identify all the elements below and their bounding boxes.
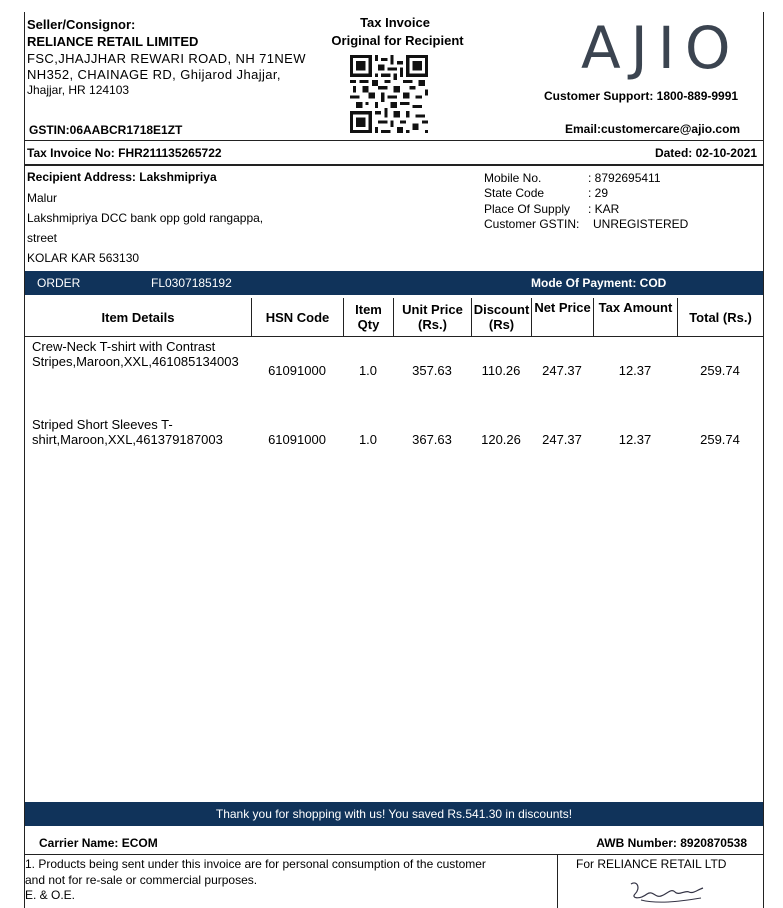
for-company: For RELIANCE RETAIL LTD [576, 857, 727, 871]
thanks-message: Thank you for shopping with us! You saved Rs.541.30 in discounts! [215, 807, 573, 821]
items-table-header [25, 298, 763, 337]
support-email: Email:customercare@ajio.com [565, 122, 741, 136]
seller-name: RELIANCE RETAIL LIMITED [27, 34, 199, 49]
invoice-date: Dated: 02-10-2021 [654, 146, 757, 160]
item-hsn: 61091000 [268, 432, 326, 447]
item-discount: 120.26 [481, 432, 521, 447]
place-of-supply-value: : KAR [588, 202, 620, 216]
note-line2: and not for re-sale or commercial purposes. [25, 873, 258, 887]
order-label: ORDER [37, 276, 81, 290]
thanks-bar [25, 802, 763, 826]
recipient-line1: Malur [27, 191, 58, 205]
payment-mode: Mode Of Payment: COD [531, 276, 667, 290]
awb-number: AWB Number: 8920870538 [596, 836, 747, 850]
carrier-name: Carrier Name: ECOM [39, 836, 158, 850]
item-description-line2: Stripes,Maroon,XXL,461085134003 [32, 354, 239, 369]
customer-support: Customer Support: 1800-889-9991 [544, 89, 739, 103]
note-line3: E. & O.E. [25, 888, 76, 902]
col-item-qty: Item Qty [343, 298, 393, 336]
col-hsn-code: HSN Code [251, 298, 343, 336]
place-of-supply-label: Place Of Supply [484, 202, 571, 216]
recipient-line3: street [27, 231, 58, 245]
item-discount: 110.26 [481, 363, 521, 378]
invoice-page [24, 12, 764, 908]
item-description-line1: Crew-Neck T-shirt with Contrast [32, 339, 216, 354]
col-unit-price: Unit Price (Rs.) [393, 298, 471, 336]
mobile-value: : 8792695411 [588, 171, 661, 185]
order-bar [25, 271, 763, 295]
order-number: FL0307185192 [151, 276, 232, 290]
item-description-line1: Striped Short Sleeves T- [32, 417, 173, 432]
item-hsn: 61091000 [268, 363, 326, 378]
invoice-title: Tax Invoice [360, 15, 430, 30]
customer-gstin-value: UNREGISTERED [593, 217, 689, 231]
col-discount: Discount (Rs) [471, 298, 531, 336]
seller-heading: Seller/Consignor: [27, 17, 136, 32]
col-net-price: Net Price [531, 298, 593, 336]
state-code-value: : 29 [588, 186, 609, 200]
item-total: 259.74 [700, 363, 740, 378]
item-unit-price: 357.63 [412, 363, 452, 378]
item-qty: 1.0 [358, 432, 378, 447]
state-code-label: State Code [484, 186, 545, 200]
col-total: Total (Rs.) [677, 298, 763, 336]
customer-gstin-label: Customer GSTIN: [484, 217, 580, 231]
ajio-logo: AJIO [581, 14, 741, 82]
mobile-label: Mobile No. [484, 171, 542, 185]
recipient-line4: KOLAR KAR 563130 [27, 251, 140, 265]
seller-address-line1: FSC,JHAJJHAR REWARI ROAD, NH 71NEW [27, 51, 306, 66]
item-total: 259.74 [700, 432, 740, 447]
seller-address-line2: NH352, CHAINAGE RD, Ghijarod Jhajjar, [27, 67, 281, 82]
qr-code-icon [350, 54, 428, 134]
item-qty: 1.0 [358, 363, 378, 378]
invoice-number: Tax Invoice No: FHR211135265722 [27, 146, 222, 160]
recipient-heading: Recipient Address: Lakshmipriya [27, 170, 217, 184]
invoice-subtitle: Original for Recipient [331, 33, 464, 48]
item-unit-price: 367.63 [412, 432, 452, 447]
note-line1: 1. Products being sent under this invoice are for personal consumption of the customer [25, 857, 486, 871]
recipient-line2: Lakshmipriya DCC bank opp gold rangappa, [27, 211, 264, 225]
col-item-details: Item Details [101, 309, 175, 325]
item-net-price: 247.37 [542, 432, 582, 447]
signature-icon [627, 878, 707, 908]
item-tax: 12.37 [618, 432, 652, 447]
item-description-line2: shirt,Maroon,XXL,461379187003 [32, 432, 223, 447]
item-tax: 12.37 [618, 363, 652, 378]
seller-gstin: GSTIN:06AABCR1718E1ZT [29, 123, 183, 137]
seller-address-line3: Jhajjar, HR 124103 [27, 83, 130, 97]
item-net-price: 247.37 [542, 363, 582, 378]
col-tax-amount: Tax Amount [593, 298, 677, 336]
